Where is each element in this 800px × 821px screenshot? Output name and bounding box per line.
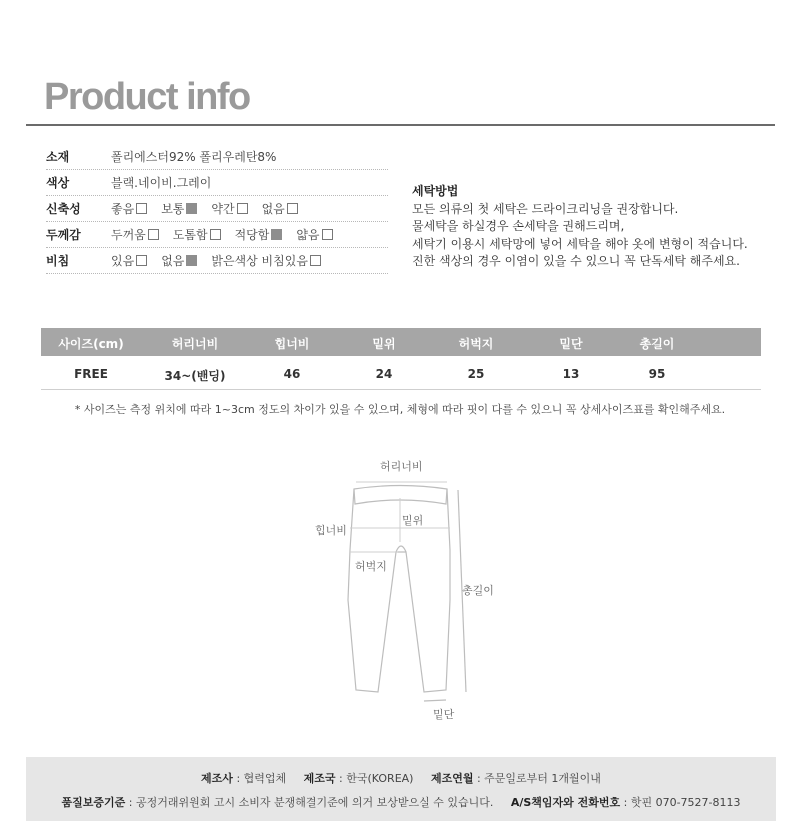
size-note: * 사이즈는 측정 위치에 따라 1~3cm 정도의 차이가 있을 수 있으며, 체형에 따라 핏이 다를 수 있으니 꼭 상세사이즈표를 확인해주세요. (74, 403, 726, 416)
spec-option-stretch (211, 200, 247, 217)
as-label: A/S책임자와 전화번호 (510, 796, 621, 809)
size-cell: 95 (648, 367, 666, 381)
empty-box-icon (322, 229, 333, 240)
date-label: 제조연월 (430, 772, 474, 785)
spec-option-sheer (211, 252, 321, 269)
footer-line-2 (26, 794, 776, 810)
washing-line: 세탁기 이용시 세탁망에 넣어 세탁을 해야 옷에 변형이 적습니다. (412, 236, 748, 251)
spec-row-stretch (46, 195, 388, 222)
country-label: 제조국 (303, 772, 336, 785)
footer-line-1 (26, 770, 776, 786)
spec-option-sheer (161, 252, 197, 269)
spec-option-sheer (111, 252, 147, 269)
washing-line: 물세탁을 하실경우 손세탁을 권해드리며, (412, 219, 625, 233)
diagram-label-hem: 밑단 (433, 708, 455, 721)
spec-option-label: 없음 (161, 254, 185, 268)
size-header-cell: 허벅지 (458, 337, 494, 351)
spec-option-stretch (262, 200, 298, 217)
checked-box-icon (186, 255, 197, 266)
size-header-cell: 밑위 (372, 337, 396, 351)
spec-option-label: 두꺼움 (111, 228, 146, 242)
spec-option-label: 적당함 (234, 228, 270, 242)
size-cell: 46 (283, 367, 301, 381)
empty-box-icon (237, 203, 248, 214)
as-value: : 핫핀 070-7527-8113 (623, 796, 741, 809)
spec-label-stretch: 신축성 (46, 202, 81, 216)
size-cell: FREE (74, 367, 108, 381)
empty-box-icon (210, 229, 221, 240)
size-table-row (41, 357, 761, 390)
spec-option-label: 있음 (111, 254, 135, 268)
diagram-label-length: 총길이 (462, 584, 494, 597)
size-header-cell: 사이즈(cm) (58, 337, 124, 351)
warranty-label: 품질보증기준 (61, 796, 126, 809)
empty-box-icon (136, 203, 147, 214)
spec-option-thickness (235, 226, 283, 243)
spec-option-thickness (173, 226, 221, 243)
spec-label-material: 소재 (46, 150, 70, 164)
size-cell: 34~(밴딩) (164, 369, 226, 383)
spec-option-label: 얇음 (296, 228, 320, 242)
checked-box-icon (186, 203, 197, 214)
diagram-label-waist: 허리너비 (380, 460, 423, 473)
size-cell: 24 (375, 367, 393, 381)
page-title: Product info (44, 76, 250, 118)
spec-option-label: 없음 (261, 202, 285, 216)
maker-label: 제조사 (201, 772, 233, 785)
size-cell: 13 (562, 367, 580, 381)
spec-value-material: 폴리에스터92% 폴리우레탄8% (111, 150, 277, 164)
spec-value-color: 블랙.네이비.그레이 (111, 176, 212, 190)
pants-measurement-diagram (300, 460, 520, 730)
warranty-value: : 공정거래위원회 고시 소비자 분쟁해결기준에 의거 보상받으실 수 있습니다. (128, 796, 494, 809)
size-header-cell: 총길이 (639, 337, 675, 351)
empty-box-icon (310, 255, 321, 266)
spec-option-thickness (111, 226, 159, 243)
spec-option-label: 밝은색상 비침있음 (211, 254, 308, 268)
diagram-label-rise: 밑위 (402, 514, 424, 527)
spec-label-thickness: 두께감 (46, 228, 81, 242)
spec-option-thickness (296, 226, 332, 243)
spec-label-color: 색상 (46, 176, 70, 190)
empty-box-icon (287, 203, 298, 214)
spec-row-sheer (46, 247, 388, 274)
manufacturer-info-footer (26, 757, 776, 821)
size-table-header (41, 328, 761, 356)
spec-options-sheer (111, 252, 335, 269)
checked-box-icon (271, 229, 282, 240)
diagram-label-hip: 힙너비 (315, 524, 347, 537)
size-header-cell: 힙너비 (274, 337, 310, 351)
empty-box-icon (148, 229, 159, 240)
spec-option-label: 보통 (161, 202, 185, 216)
spec-option-label: 좋음 (111, 202, 135, 216)
spec-options-thickness (111, 226, 347, 243)
size-header-cell: 허리너비 (171, 337, 219, 351)
spec-option-label: 약간 (211, 202, 235, 216)
spec-option-stretch (111, 200, 147, 217)
spec-row-color (46, 169, 388, 196)
empty-box-icon (136, 255, 147, 266)
diagram-label-thigh: 허벅지 (355, 560, 387, 573)
size-cell: 25 (467, 367, 485, 381)
title-divider (26, 124, 775, 126)
date-value: : 주문일로부터 1개월이내 (476, 772, 601, 785)
maker-value: : 협력업체 (236, 772, 287, 785)
size-header-cell: 밑단 (559, 337, 583, 351)
washing-title: 세탁방법 (412, 184, 459, 198)
spec-option-label: 도톰함 (172, 228, 208, 242)
spec-options-stretch (111, 200, 312, 217)
washing-line: 모든 의류의 첫 세탁은 드라이크리닝을 권장합니다. (412, 201, 679, 216)
washing-line: 진한 색상의 경우 이염이 있을 수 있으니 꼭 단독세탁 해주세요. (412, 254, 740, 268)
country-value: : 한국(KOREA) (339, 772, 414, 785)
spec-row-thickness (46, 221, 388, 248)
spec-option-stretch (161, 200, 197, 217)
spec-label-sheer: 비침 (46, 254, 70, 268)
spec-row-material (46, 143, 388, 170)
washing-instructions (412, 183, 748, 271)
